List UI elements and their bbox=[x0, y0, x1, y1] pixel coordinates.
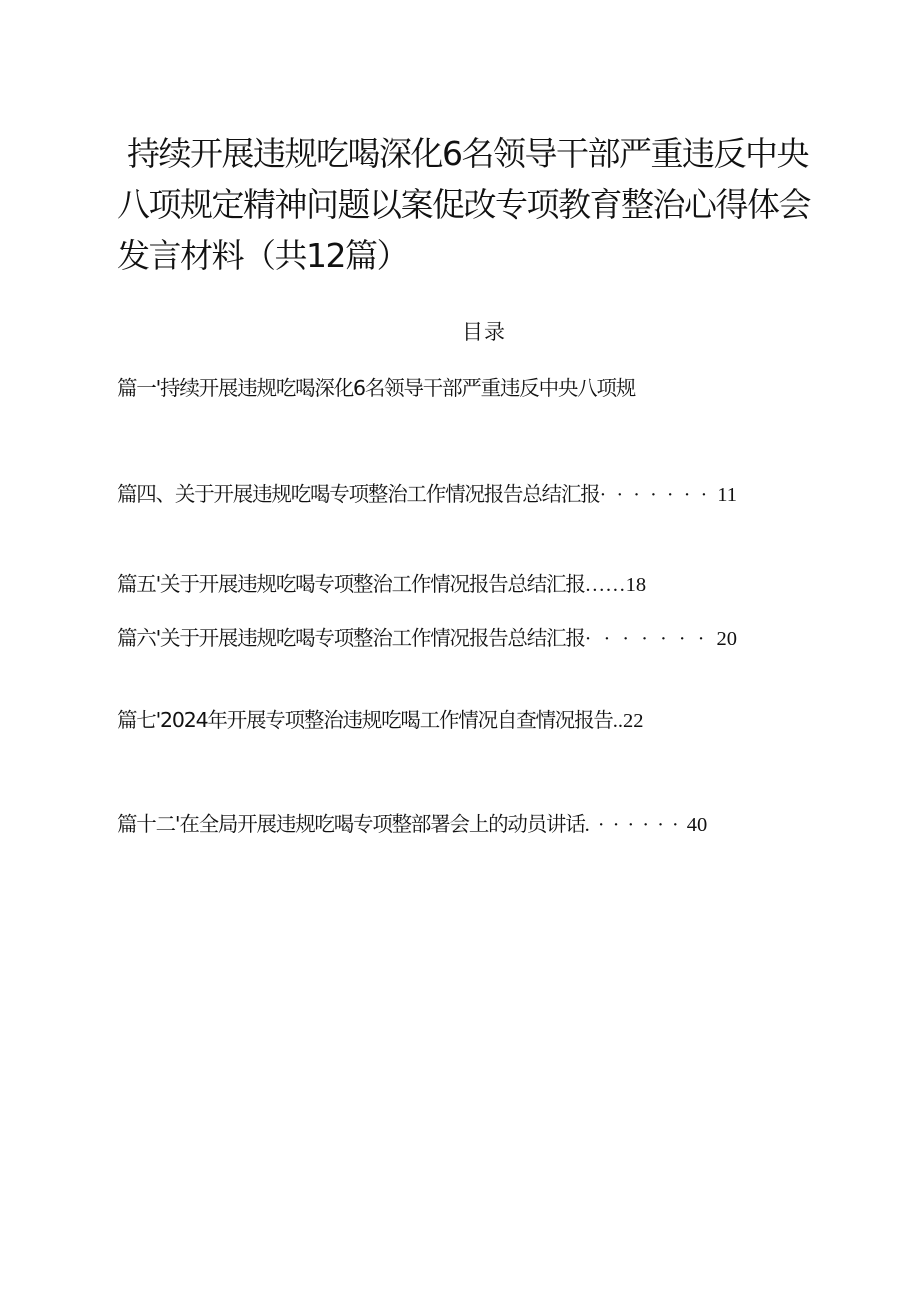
toc-entry-label: 篇七'2024年开展专项整治违规吃喝工作情况自查情况报告 bbox=[117, 708, 613, 732]
toc-entry-page: 11 bbox=[717, 484, 738, 506]
toc-entry-6[interactable] bbox=[117, 622, 852, 656]
toc-entry-page: 40 bbox=[686, 814, 708, 836]
toc-entry-12[interactable] bbox=[117, 808, 877, 842]
toc-entry-label: 篇十二'在全局开展违规吃喝专项整部署会上的动员讲话 bbox=[117, 812, 585, 836]
toc-entry-dots: .. bbox=[612, 710, 623, 732]
toc-entry-dots: ······· bbox=[584, 628, 717, 650]
title-line-1: 持续开展违规吃喝深化6名领导干部严重违反中央 bbox=[127, 134, 808, 173]
toc-entry-page: 18 bbox=[625, 574, 647, 596]
toc-heading: 目录 bbox=[462, 320, 506, 344]
toc-entry-label: 篇一'持续开展违规吃喝深化6名领导干部严重违反中央八项规 bbox=[117, 376, 636, 400]
toc-entry-dots: …… bbox=[584, 574, 626, 596]
toc-entry-label: 篇五'关于开展违规吃喝专项整治工作情况报告总结汇报 bbox=[117, 572, 585, 596]
toc-entry-dots: ······· bbox=[599, 484, 718, 506]
toc-entry-dots: .······ bbox=[584, 814, 687, 836]
toc-entry-label: 篇六'关于开展违规吃喝专项整治工作情况报告总结汇报 bbox=[117, 626, 585, 650]
toc-entry-page: 20 bbox=[716, 628, 737, 650]
toc-entry-4[interactable] bbox=[117, 478, 852, 512]
toc-entry-1[interactable] bbox=[117, 372, 852, 406]
toc-entry-5[interactable] bbox=[117, 568, 852, 602]
title-line-3: 发言材料（共12篇） bbox=[117, 236, 408, 275]
title-line-2: 八项规定精神问题以案促改专项教育整治心得体会 bbox=[117, 185, 810, 224]
toc-entry-7[interactable] bbox=[117, 704, 852, 738]
document-title bbox=[117, 128, 837, 281]
toc-entry-page: 22 bbox=[622, 710, 644, 732]
toc-entry-label: 篇四、关于开展违规吃喝专项整治工作情况报告总结汇报 bbox=[117, 482, 600, 506]
